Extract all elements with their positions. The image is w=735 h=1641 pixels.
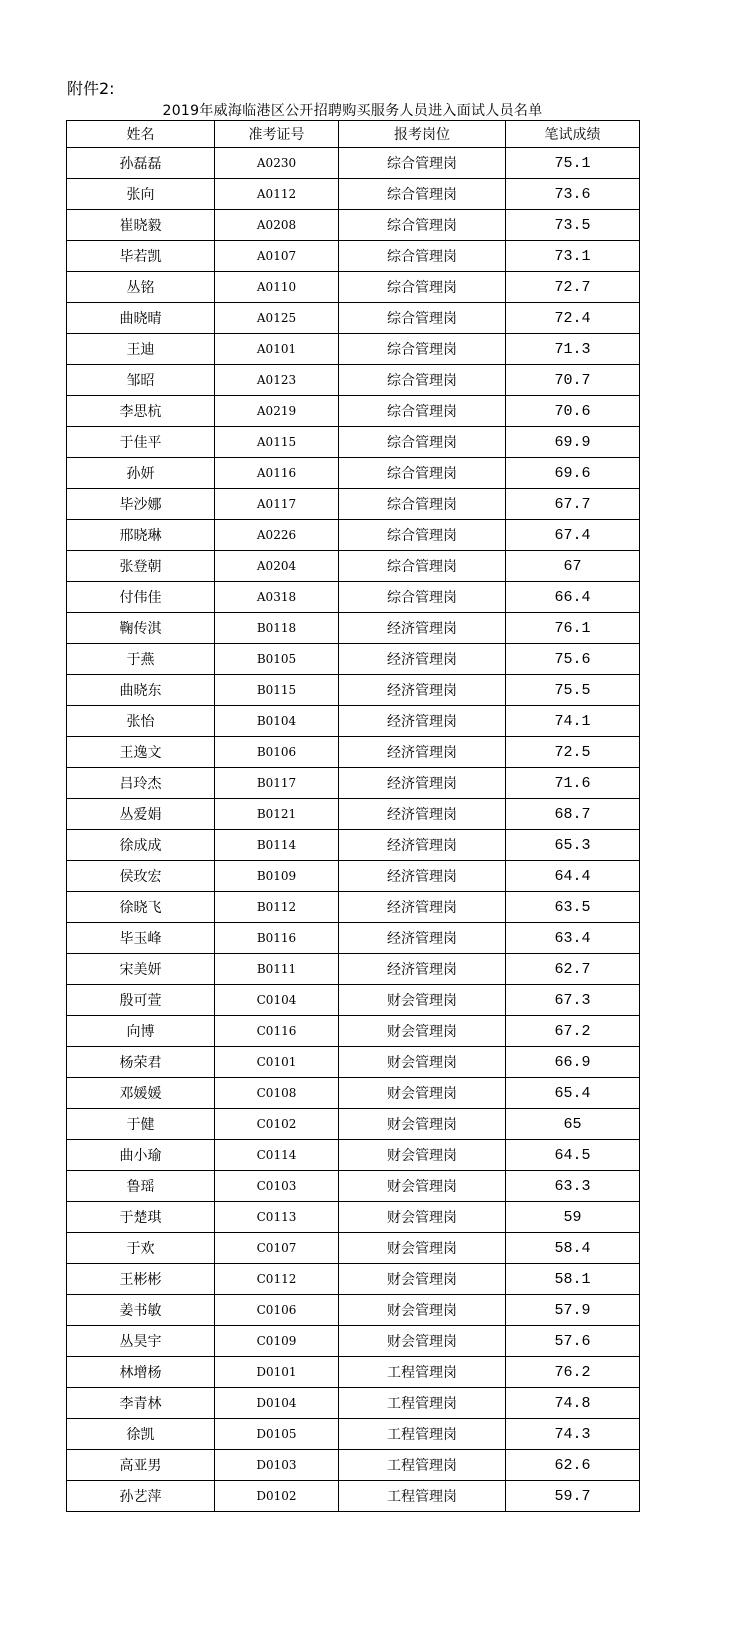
header-position: 报考岗位 <box>339 121 506 148</box>
cell-position: 综合管理岗 <box>339 582 506 613</box>
table-row <box>67 799 640 830</box>
cell-name: 崔晓毅 <box>67 210 215 241</box>
cell-name: 张登朝 <box>67 551 215 582</box>
cell-position: 财会管理岗 <box>339 1295 506 1326</box>
cell-name: 丛铭 <box>67 272 215 303</box>
table-row <box>67 954 640 985</box>
cell-name: 付伟佳 <box>67 582 215 613</box>
cell-written-score: 73.5 <box>506 210 640 241</box>
cell-name: 毕玉峰 <box>67 923 215 954</box>
cell-name: 邢晓琳 <box>67 520 215 551</box>
cell-name: 孙艺萍 <box>67 1481 215 1512</box>
cell-written-score: 69.9 <box>506 427 640 458</box>
table-row <box>67 148 640 179</box>
table-row <box>67 520 640 551</box>
cell-written-score: 62.6 <box>506 1450 640 1481</box>
cell-ticket-number: A0116 <box>215 458 339 489</box>
cell-ticket-number: A0117 <box>215 489 339 520</box>
cell-name: 鞠传淇 <box>67 613 215 644</box>
cell-written-score: 63.3 <box>506 1171 640 1202</box>
cell-position: 财会管理岗 <box>339 1326 506 1357</box>
cell-name: 向博 <box>67 1016 215 1047</box>
cell-ticket-number: A0318 <box>215 582 339 613</box>
cell-written-score: 71.6 <box>506 768 640 799</box>
cell-written-score: 69.6 <box>506 458 640 489</box>
cell-position: 财会管理岗 <box>339 1202 506 1233</box>
cell-name: 于楚琪 <box>67 1202 215 1233</box>
cell-ticket-number: A0208 <box>215 210 339 241</box>
cell-name: 于佳平 <box>67 427 215 458</box>
cell-name: 王逸文 <box>67 737 215 768</box>
cell-ticket-number: B0118 <box>215 613 339 644</box>
table-row <box>67 365 640 396</box>
cell-position: 工程管理岗 <box>339 1357 506 1388</box>
cell-ticket-number: C0109 <box>215 1326 339 1357</box>
table-row <box>67 1140 640 1171</box>
table-row <box>67 582 640 613</box>
cell-name: 李思杭 <box>67 396 215 427</box>
cell-name: 曲小瑜 <box>67 1140 215 1171</box>
cell-name: 李青林 <box>67 1388 215 1419</box>
cell-written-score: 63.5 <box>506 892 640 923</box>
cell-name: 于欢 <box>67 1233 215 1264</box>
attachment-label: 附件2: <box>67 79 115 98</box>
cell-written-score: 58.1 <box>506 1264 640 1295</box>
table-row <box>67 830 640 861</box>
cell-position: 经济管理岗 <box>339 954 506 985</box>
cell-position: 综合管理岗 <box>339 179 506 210</box>
cell-ticket-number: A0204 <box>215 551 339 582</box>
cell-name: 曲晓东 <box>67 675 215 706</box>
cell-position: 财会管理岗 <box>339 1264 506 1295</box>
cell-position: 经济管理岗 <box>339 830 506 861</box>
cell-written-score: 66.9 <box>506 1047 640 1078</box>
cell-written-score: 66.4 <box>506 582 640 613</box>
cell-position: 综合管理岗 <box>339 520 506 551</box>
table-row <box>67 241 640 272</box>
cell-position: 经济管理岗 <box>339 737 506 768</box>
cell-ticket-number: C0108 <box>215 1078 339 1109</box>
table-row <box>67 1078 640 1109</box>
cell-written-score: 74.3 <box>506 1419 640 1450</box>
cell-written-score: 62.7 <box>506 954 640 985</box>
table-row <box>67 1326 640 1357</box>
cell-ticket-number: B0106 <box>215 737 339 768</box>
cell-ticket-number: B0121 <box>215 799 339 830</box>
cell-written-score: 74.8 <box>506 1388 640 1419</box>
cell-position: 综合管理岗 <box>339 272 506 303</box>
cell-position: 工程管理岗 <box>339 1419 506 1450</box>
cell-ticket-number: C0104 <box>215 985 339 1016</box>
table-row <box>67 551 640 582</box>
cell-ticket-number: D0101 <box>215 1357 339 1388</box>
cell-name: 邓媛媛 <box>67 1078 215 1109</box>
cell-position: 财会管理岗 <box>339 1233 506 1264</box>
table-row <box>67 1047 640 1078</box>
cell-position: 经济管理岗 <box>339 799 506 830</box>
cell-name: 王迪 <box>67 334 215 365</box>
cell-ticket-number: A0110 <box>215 272 339 303</box>
cell-written-score: 57.6 <box>506 1326 640 1357</box>
cell-written-score: 72.5 <box>506 737 640 768</box>
table-row <box>67 768 640 799</box>
cell-position: 综合管理岗 <box>339 303 506 334</box>
table-row <box>67 1450 640 1481</box>
cell-written-score: 75.1 <box>506 148 640 179</box>
cell-written-score: 76.1 <box>506 613 640 644</box>
cell-name: 张向 <box>67 179 215 210</box>
table-row <box>67 427 640 458</box>
cell-written-score: 71.3 <box>506 334 640 365</box>
cell-ticket-number: A0115 <box>215 427 339 458</box>
cell-written-score: 59.7 <box>506 1481 640 1512</box>
table-row <box>67 1264 640 1295</box>
cell-ticket-number: C0101 <box>215 1047 339 1078</box>
cell-name: 杨荣君 <box>67 1047 215 1078</box>
cell-ticket-number: A0123 <box>215 365 339 396</box>
table-row <box>67 675 640 706</box>
cell-ticket-number: B0111 <box>215 954 339 985</box>
cell-written-score: 72.7 <box>506 272 640 303</box>
cell-ticket-number: C0112 <box>215 1264 339 1295</box>
cell-written-score: 74.1 <box>506 706 640 737</box>
cell-position: 财会管理岗 <box>339 1016 506 1047</box>
cell-position: 经济管理岗 <box>339 675 506 706</box>
cell-written-score: 64.5 <box>506 1140 640 1171</box>
cell-written-score: 68.7 <box>506 799 640 830</box>
cell-position: 综合管理岗 <box>339 241 506 272</box>
cell-ticket-number: B0109 <box>215 861 339 892</box>
cell-name: 于健 <box>67 1109 215 1140</box>
cell-position: 财会管理岗 <box>339 1109 506 1140</box>
table-row <box>67 1481 640 1512</box>
cell-name: 毕若凯 <box>67 241 215 272</box>
cell-name: 徐成成 <box>67 830 215 861</box>
cell-position: 经济管理岗 <box>339 613 506 644</box>
cell-name: 毕沙娜 <box>67 489 215 520</box>
cell-written-score: 67.2 <box>506 1016 640 1047</box>
cell-ticket-number: A0107 <box>215 241 339 272</box>
cell-written-score: 75.6 <box>506 644 640 675</box>
cell-written-score: 76.2 <box>506 1357 640 1388</box>
cell-written-score: 59 <box>506 1202 640 1233</box>
cell-position: 综合管理岗 <box>339 458 506 489</box>
cell-name: 于燕 <box>67 644 215 675</box>
cell-ticket-number: C0116 <box>215 1016 339 1047</box>
cell-name: 徐晓飞 <box>67 892 215 923</box>
cell-ticket-number: A0125 <box>215 303 339 334</box>
cell-ticket-number: D0104 <box>215 1388 339 1419</box>
cell-written-score: 65.3 <box>506 830 640 861</box>
table-row <box>67 892 640 923</box>
cell-name: 孙妍 <box>67 458 215 489</box>
cell-ticket-number: B0115 <box>215 675 339 706</box>
cell-ticket-number: C0103 <box>215 1171 339 1202</box>
document-title: 2019年威海临港区公开招聘购买服务人员进入面试人员名单 <box>162 103 543 119</box>
table-row <box>67 1233 640 1264</box>
cell-position: 经济管理岗 <box>339 923 506 954</box>
cell-ticket-number: B0117 <box>215 768 339 799</box>
cell-position: 财会管理岗 <box>339 1047 506 1078</box>
cell-ticket-number: A0230 <box>215 148 339 179</box>
table-row <box>67 210 640 241</box>
cell-written-score: 65 <box>506 1109 640 1140</box>
cell-ticket-number: C0114 <box>215 1140 339 1171</box>
cell-written-score: 72.4 <box>506 303 640 334</box>
cell-ticket-number: D0105 <box>215 1419 339 1450</box>
cell-written-score: 63.4 <box>506 923 640 954</box>
table-row <box>67 1202 640 1233</box>
cell-ticket-number: C0113 <box>215 1202 339 1233</box>
table-row <box>67 1109 640 1140</box>
cell-ticket-number: A0112 <box>215 179 339 210</box>
table-header-row <box>67 121 640 148</box>
cell-ticket-number: B0104 <box>215 706 339 737</box>
cell-written-score: 67.7 <box>506 489 640 520</box>
cell-name: 姜书敏 <box>67 1295 215 1326</box>
table-row <box>67 458 640 489</box>
cell-name: 鲁瑶 <box>67 1171 215 1202</box>
cell-name: 张怡 <box>67 706 215 737</box>
cell-position: 综合管理岗 <box>339 210 506 241</box>
cell-position: 经济管理岗 <box>339 892 506 923</box>
cell-name: 高亚男 <box>67 1450 215 1481</box>
cell-position: 经济管理岗 <box>339 861 506 892</box>
cell-position: 经济管理岗 <box>339 706 506 737</box>
cell-position: 综合管理岗 <box>339 148 506 179</box>
table-row <box>67 613 640 644</box>
cell-written-score: 73.6 <box>506 179 640 210</box>
cell-written-score: 65.4 <box>506 1078 640 1109</box>
cell-written-score: 70.6 <box>506 396 640 427</box>
cell-position: 财会管理岗 <box>339 985 506 1016</box>
table-row <box>67 1388 640 1419</box>
cell-ticket-number: B0112 <box>215 892 339 923</box>
cell-written-score: 64.4 <box>506 861 640 892</box>
cell-position: 综合管理岗 <box>339 551 506 582</box>
cell-name: 丛昊宇 <box>67 1326 215 1357</box>
header-written-score: 笔试成绩 <box>506 121 640 148</box>
table-row <box>67 706 640 737</box>
cell-written-score: 67 <box>506 551 640 582</box>
cell-position: 财会管理岗 <box>339 1171 506 1202</box>
cell-position: 综合管理岗 <box>339 427 506 458</box>
table-row <box>67 861 640 892</box>
cell-position: 财会管理岗 <box>339 1078 506 1109</box>
cell-ticket-number: C0102 <box>215 1109 339 1140</box>
cell-position: 综合管理岗 <box>339 334 506 365</box>
cell-name: 林增杨 <box>67 1357 215 1388</box>
cell-ticket-number: C0107 <box>215 1233 339 1264</box>
cell-name: 宋美妍 <box>67 954 215 985</box>
table-row <box>67 1357 640 1388</box>
cell-written-score: 73.1 <box>506 241 640 272</box>
cell-name: 丛爱娟 <box>67 799 215 830</box>
cell-name: 曲晓晴 <box>67 303 215 334</box>
table-body <box>67 148 640 1512</box>
cell-position: 经济管理岗 <box>339 644 506 675</box>
cell-name: 侯玫宏 <box>67 861 215 892</box>
cell-position: 工程管理岗 <box>339 1481 506 1512</box>
table-row <box>67 1171 640 1202</box>
table-row <box>67 1295 640 1326</box>
interview-list-table <box>66 120 640 1512</box>
cell-ticket-number: A0101 <box>215 334 339 365</box>
table-row <box>67 737 640 768</box>
table-row <box>67 334 640 365</box>
cell-name: 殷可萱 <box>67 985 215 1016</box>
table-row <box>67 489 640 520</box>
cell-written-score: 75.5 <box>506 675 640 706</box>
cell-position: 综合管理岗 <box>339 396 506 427</box>
cell-name: 徐凯 <box>67 1419 215 1450</box>
cell-ticket-number: D0102 <box>215 1481 339 1512</box>
table-row <box>67 985 640 1016</box>
cell-name: 孙磊磊 <box>67 148 215 179</box>
cell-position: 综合管理岗 <box>339 489 506 520</box>
cell-written-score: 67.4 <box>506 520 640 551</box>
cell-written-score: 67.3 <box>506 985 640 1016</box>
cell-position: 工程管理岗 <box>339 1450 506 1481</box>
table-row <box>67 644 640 675</box>
cell-name: 吕玲杰 <box>67 768 215 799</box>
cell-ticket-number: B0105 <box>215 644 339 675</box>
table-row <box>67 396 640 427</box>
header-ticket-number: 准考证号 <box>215 121 339 148</box>
table-row <box>67 272 640 303</box>
table-row <box>67 1016 640 1047</box>
cell-position: 综合管理岗 <box>339 365 506 396</box>
cell-position: 财会管理岗 <box>339 1140 506 1171</box>
table-row <box>67 179 640 210</box>
cell-name: 邹昭 <box>67 365 215 396</box>
header-name: 姓名 <box>67 121 215 148</box>
cell-ticket-number: B0116 <box>215 923 339 954</box>
cell-position: 工程管理岗 <box>339 1388 506 1419</box>
table-row <box>67 1419 640 1450</box>
cell-ticket-number: C0106 <box>215 1295 339 1326</box>
cell-written-score: 57.9 <box>506 1295 640 1326</box>
table-row <box>67 923 640 954</box>
table-row <box>67 303 640 334</box>
cell-written-score: 58.4 <box>506 1233 640 1264</box>
cell-ticket-number: D0103 <box>215 1450 339 1481</box>
cell-ticket-number: A0226 <box>215 520 339 551</box>
cell-position: 经济管理岗 <box>339 768 506 799</box>
cell-written-score: 70.7 <box>506 365 640 396</box>
cell-name: 王彬彬 <box>67 1264 215 1295</box>
cell-ticket-number: A0219 <box>215 396 339 427</box>
cell-ticket-number: B0114 <box>215 830 339 861</box>
